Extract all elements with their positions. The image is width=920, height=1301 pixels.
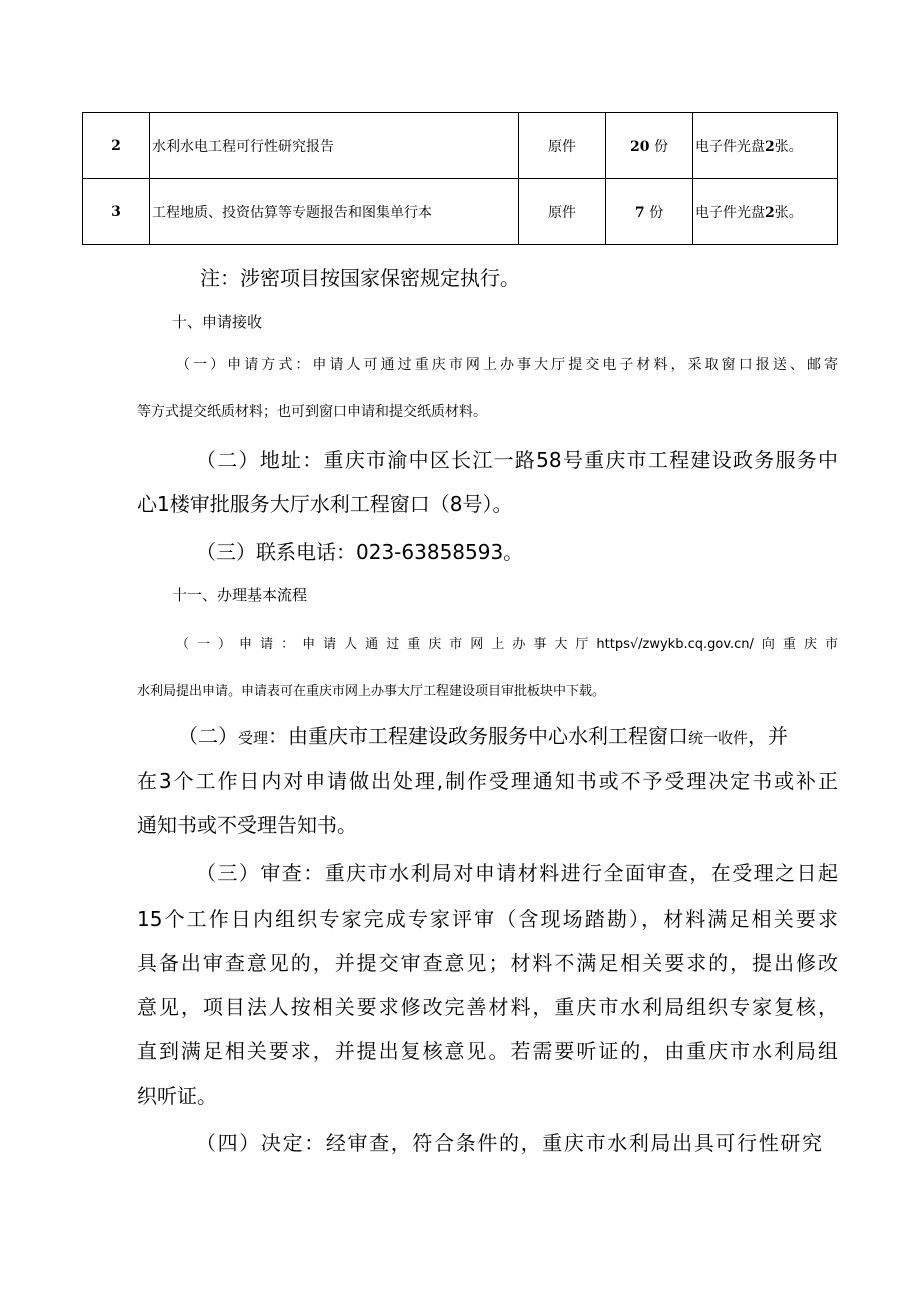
quantity-number: 7: [634, 204, 645, 221]
note-number: 2: [765, 138, 775, 155]
note-text: 电子件光盘: [695, 138, 765, 155]
section-10-heading: 十、申请接收: [172, 313, 263, 331]
note-suffix: 张。: [774, 138, 803, 155]
step-name: 受理: [238, 729, 269, 747]
material-note: [693, 113, 838, 179]
table-row: [83, 179, 838, 245]
note-number: 2: [765, 204, 775, 221]
material-name: 工程地质、投资估算等专题报告和图集单行本: [150, 179, 519, 245]
review-step-line1: （三）审查：重庆市水利局对申请材料进行全面审查，在受理之日起: [196, 861, 838, 885]
review-step-line2: 15个工作日内组织专家完成专家评审（含现场踏勘），材料满足相关要求: [137, 907, 838, 931]
material-type: 原件: [519, 113, 606, 179]
application-method-line2: 等方式提交纸质材料；也可到窗口申请和提交纸质材料。: [137, 404, 487, 420]
address-line1: （二）地址：重庆市渝中区长江一路58号重庆市工程建设政务服务中: [196, 448, 838, 472]
step-text: ：由重庆市工程建设政务服务中心水利工程窗口: [268, 724, 689, 748]
confidentiality-note: 注：涉密项目按国家保密规定执行。: [200, 266, 520, 290]
accept-step-line2: 在3个工作日内对申请做出处理,制作受理通知书或不予受理决定书或补正: [137, 769, 838, 793]
review-step-line4: 意见，项目法人按相关要求修改完善材料，重庆市水利局组织专家复核，: [137, 995, 838, 1019]
note-suffix: 张。: [774, 204, 803, 221]
review-step-line6: 织听证。: [137, 1084, 217, 1108]
step-label: （二）: [178, 724, 238, 748]
review-step-line5: 直到满足相关要求，并提出复核意见。若需要听证的，由重庆市水利局组: [137, 1039, 838, 1063]
application-method-line1: （一）申请方式：申请人可通过重庆市网上办事大厅提交电子材料，采取窗口报送、邮寄: [176, 357, 838, 373]
review-step-line3: 具备出审查意见的，并提交审查意见；材料不满足相关要求的，提出修改: [137, 951, 838, 975]
note-text: 电子件光盘: [695, 204, 765, 221]
accept-step-line1: [178, 720, 788, 749]
apply-step-line1: （一）申请：申请人通过重庆市网上办事大厅https√/zwykb.cq.gov.cn/向重庆市: [176, 637, 838, 652]
quantity-unit: 份: [649, 204, 664, 221]
decision-step-line1: （四）决定：经审查，符合条件的，重庆市水利局出具可行性研究: [196, 1131, 822, 1155]
step-text-end: ，并: [748, 724, 789, 748]
apply-step-line2: 水利局提出申请。申请表可在重庆市网上办事大厅工程建设项目审批板块中下载。: [137, 684, 606, 699]
section-11-heading: 十一、办理基本流程: [172, 586, 308, 604]
address-line2: 心1楼审批服务大厅水利工程窗口（8号）。: [137, 492, 513, 516]
quantity-number: 20: [630, 138, 650, 155]
material-type: 原件: [519, 179, 606, 245]
material-quantity: [606, 179, 693, 245]
materials-table: [82, 112, 838, 245]
material-name: 水利水电工程可行性研究报告: [150, 113, 519, 179]
step-text-small: 统一收件: [688, 729, 749, 747]
table-row: [83, 113, 838, 179]
contact-phone: （三）联系电话：023-63858593。: [196, 540, 524, 564]
quantity-unit: 份: [653, 138, 668, 155]
material-quantity: [606, 113, 693, 179]
row-number: 3: [83, 179, 150, 245]
row-number: 2: [83, 113, 150, 179]
accept-step-line3: 通知书或不受理告知书。: [137, 813, 357, 837]
material-note: [693, 179, 838, 245]
